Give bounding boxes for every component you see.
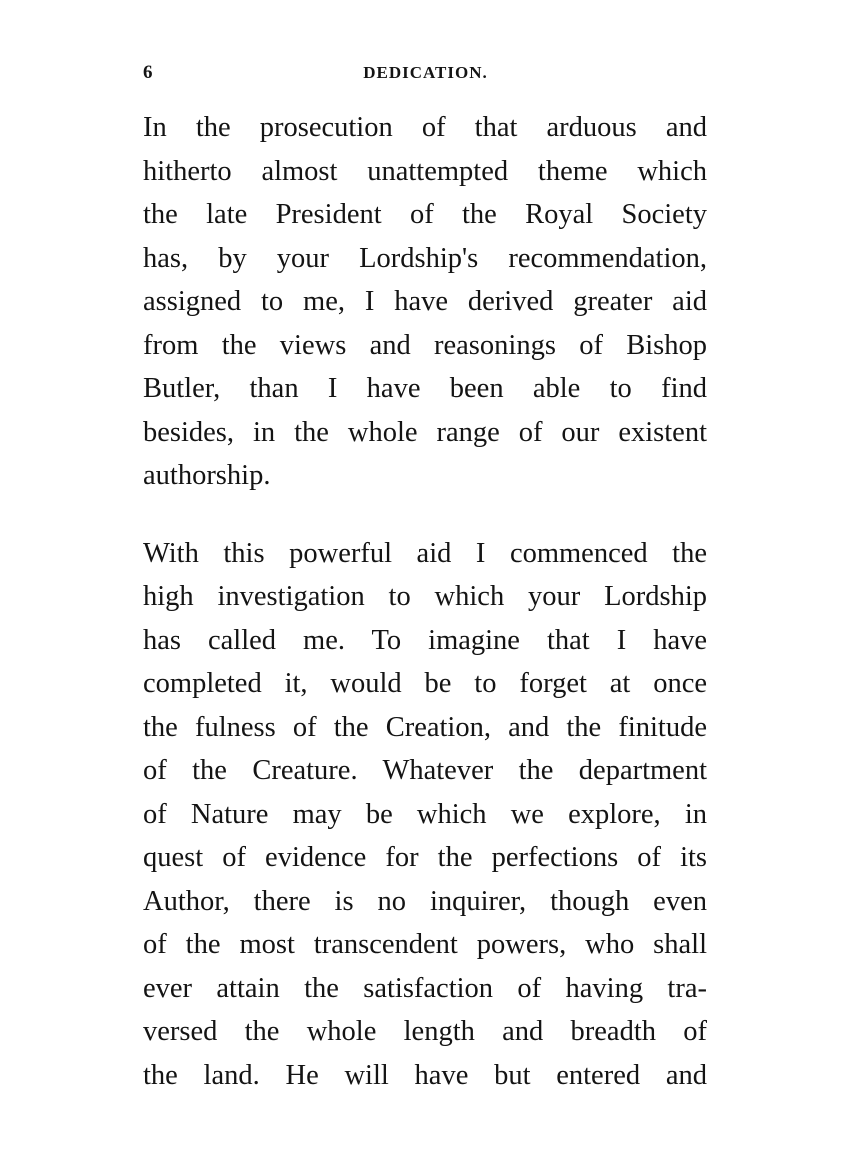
text-line: hitherto almost unattempted theme which [143,155,707,187]
text-line: authorship. [143,460,271,491]
text-line: of the most transcendent powers, who shall [143,929,707,960]
page-number: 6 [143,62,154,83]
text-line: completed it, would be to forget at once [143,668,707,699]
text-line: versed the whole length and breadth of [143,1016,707,1047]
text-line: has called me. To imagine that I have [143,624,707,656]
text-line: from the views and reasonings of Bishop [143,329,707,361]
text-line: of Nature may be which we explore, in [143,798,707,830]
text-line: besides, in the whole range of our existent [143,416,707,448]
text-line: the late President of the Royal Society [143,199,707,230]
text-line: With this powerful aid I commenced the [143,537,707,569]
text-line: of the Creature. Whatever the department [143,755,707,786]
text-line: high investigation to which your Lordship [143,581,707,612]
paragraph-2 [143,532,707,1098]
text-line: ever attain the satisfaction of having tra- [143,972,707,1004]
paragraph-1 [143,106,707,498]
running-head [143,62,708,90]
text-line: assigned to me, I have derived greater aid [143,286,707,317]
text-line: Author, there is no inquirer, though even [143,885,707,917]
text-line: quest of evidence for the perfections of its [143,842,707,873]
text-line: the fulness of the Creation, and the finitude [143,711,707,743]
text-line: has, by your Lordship's recommendation, [143,242,707,274]
text-line: Butler, than I have been able to find [143,373,707,404]
text-line: In the prosecution of that arduous and [143,112,707,143]
running-title: DEDICATION. [363,63,488,82]
text-line: the land. He will have but entered and [143,1059,707,1091]
body-text [143,106,707,1097]
